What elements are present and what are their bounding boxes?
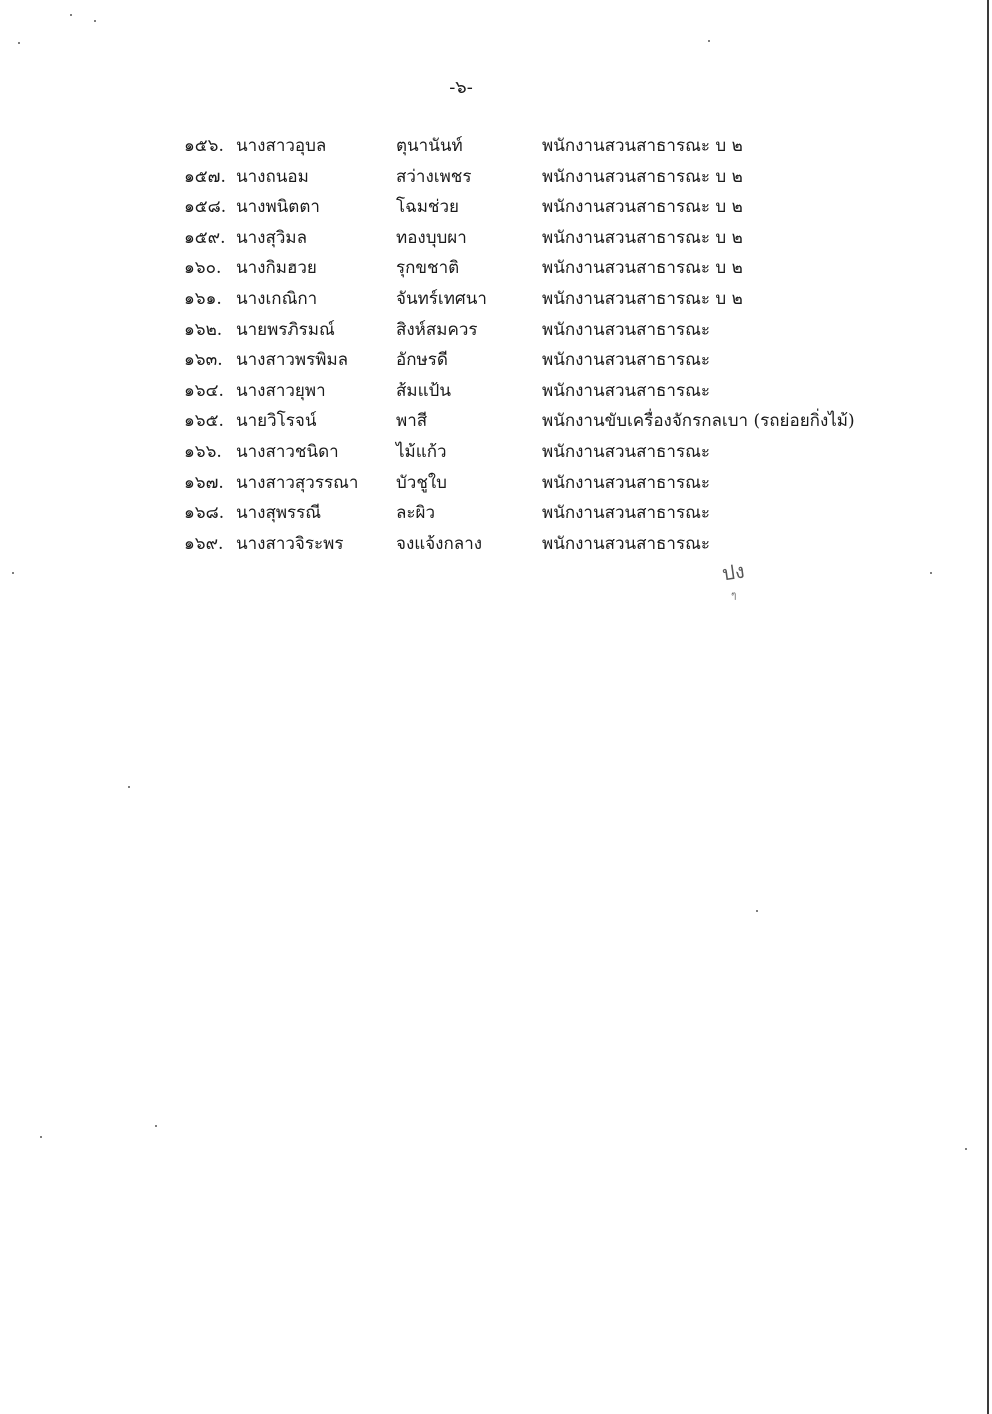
staff-position: พนักงานสวนสาธารณะ บ ๒ <box>542 227 743 248</box>
staff-first-name: นางสุพรรณี <box>236 503 322 524</box>
staff-position: พนักงานสวนสาธารณะ บ ๒ <box>542 136 743 156</box>
staff-position: พนักงานสวนสาธารณะ บ ๒ <box>542 197 743 218</box>
staff-last-name: ละผิว <box>396 503 436 524</box>
staff-first-name: นายพรภิรมณ์ <box>236 319 335 340</box>
staff-position: พนักงานสวนสาธารณะ บ ๒ <box>542 258 743 279</box>
staff-first-name: นางเกณิกา <box>236 288 318 309</box>
staff-last-name: บัวชูใบ <box>396 472 447 493</box>
staff-position: พนักงานสวนสาธารณะ <box>542 380 711 401</box>
scan-speck <box>94 20 96 22</box>
staff-position: พนักงานสวนสาธารณะ <box>542 441 711 462</box>
scan-speck <box>708 40 710 42</box>
page-number: -๖- <box>449 77 473 98</box>
scan-speck <box>18 42 20 44</box>
staff-first-name: นางสุวิมล <box>236 227 308 248</box>
scan-speck <box>40 1136 42 1138</box>
staff-first-name: นางพนิตตา <box>236 197 320 218</box>
staff-position: พนักงานสวนสาธารณะ <box>542 472 711 493</box>
staff-number: ๑๖๔. <box>184 380 224 401</box>
scan-speck <box>756 910 758 912</box>
scan-speck <box>70 14 72 16</box>
staff-first-name: นางกิมฮวย <box>236 258 317 279</box>
staff-last-name: โฉมช่วย <box>396 197 459 218</box>
staff-first-name: นายวิโรจน์ <box>236 411 317 432</box>
staff-last-name: ส้มแป้น <box>396 380 451 401</box>
scan-speck <box>128 786 130 788</box>
staff-number: ๑๖๑. <box>184 288 222 309</box>
staff-last-name: ทองบุบผา <box>396 227 467 248</box>
staff-number: ๑๕๖. <box>184 136 224 156</box>
staff-position: พนักงานขับเครื่องจักรกลเบา (รถย่อยกิ่งไม้) <box>542 411 855 432</box>
staff-last-name: ไม้แก้ว <box>396 441 447 462</box>
scan-speck <box>965 1148 967 1150</box>
staff-position: พนักงานสวนสาธารณะ <box>542 533 711 554</box>
staff-last-name: จันทร์เทศนา <box>396 288 487 309</box>
staff-number: ๑๖๒. <box>184 319 223 340</box>
staff-position: พนักงานสวนสาธารณะ บ ๒ <box>542 288 743 309</box>
staff-number: ๑๖๙. <box>184 533 224 554</box>
staff-number: ๑๖๖. <box>184 441 222 462</box>
staff-number: ๑๖๐. <box>184 258 222 279</box>
staff-first-name: นางถนอม <box>236 166 309 187</box>
staff-last-name: สิงห์สมควร <box>396 319 478 340</box>
staff-first-name: นางสาวสุวรรณา <box>236 472 359 493</box>
staff-position: พนักงานสวนสาธารณะ <box>542 350 711 371</box>
staff-position: พนักงานสวนสาธารณะ <box>542 503 711 524</box>
staff-first-name: นางสาวพรพิมล <box>236 350 349 371</box>
page-right-border <box>987 0 989 1414</box>
staff-first-name: นางสาวอุบล <box>236 136 327 156</box>
staff-number: ๑๖๕. <box>184 411 224 432</box>
staff-last-name: รุกขชาติ <box>396 258 460 279</box>
scan-speck <box>930 572 932 574</box>
staff-number: ๑๖๓. <box>184 350 223 371</box>
staff-last-name: จงแจ้งกลาง <box>396 533 483 554</box>
staff-last-name: พาสี <box>396 411 428 432</box>
staff-number: ๑๕๘. <box>184 197 227 218</box>
staff-position: พนักงานสวนสาธารณะ <box>542 319 711 340</box>
staff-number: ๑๕๙. <box>184 227 226 248</box>
staff-first-name: นางสาวยุพา <box>236 380 326 401</box>
scan-speck <box>12 572 14 574</box>
handwritten-initials: ปง <box>720 558 747 586</box>
staff-number: ๑๖๗. <box>184 472 224 493</box>
staff-first-name: นางสาวชนิดา <box>236 441 339 462</box>
staff-number: ๑๕๗. <box>184 166 226 187</box>
initials-mark: ๆ <box>731 590 737 601</box>
staff-number: ๑๖๘. <box>184 503 225 524</box>
staff-last-name: อักษรดี <box>396 350 448 371</box>
staff-last-name: ตุนานันท์ <box>396 136 463 156</box>
staff-last-name: สว่างเพชร <box>396 166 472 187</box>
scan-speck <box>155 1125 157 1127</box>
staff-position: พนักงานสวนสาธารณะ บ ๒ <box>542 166 743 187</box>
staff-first-name: นางสาวจิระพร <box>236 533 344 554</box>
